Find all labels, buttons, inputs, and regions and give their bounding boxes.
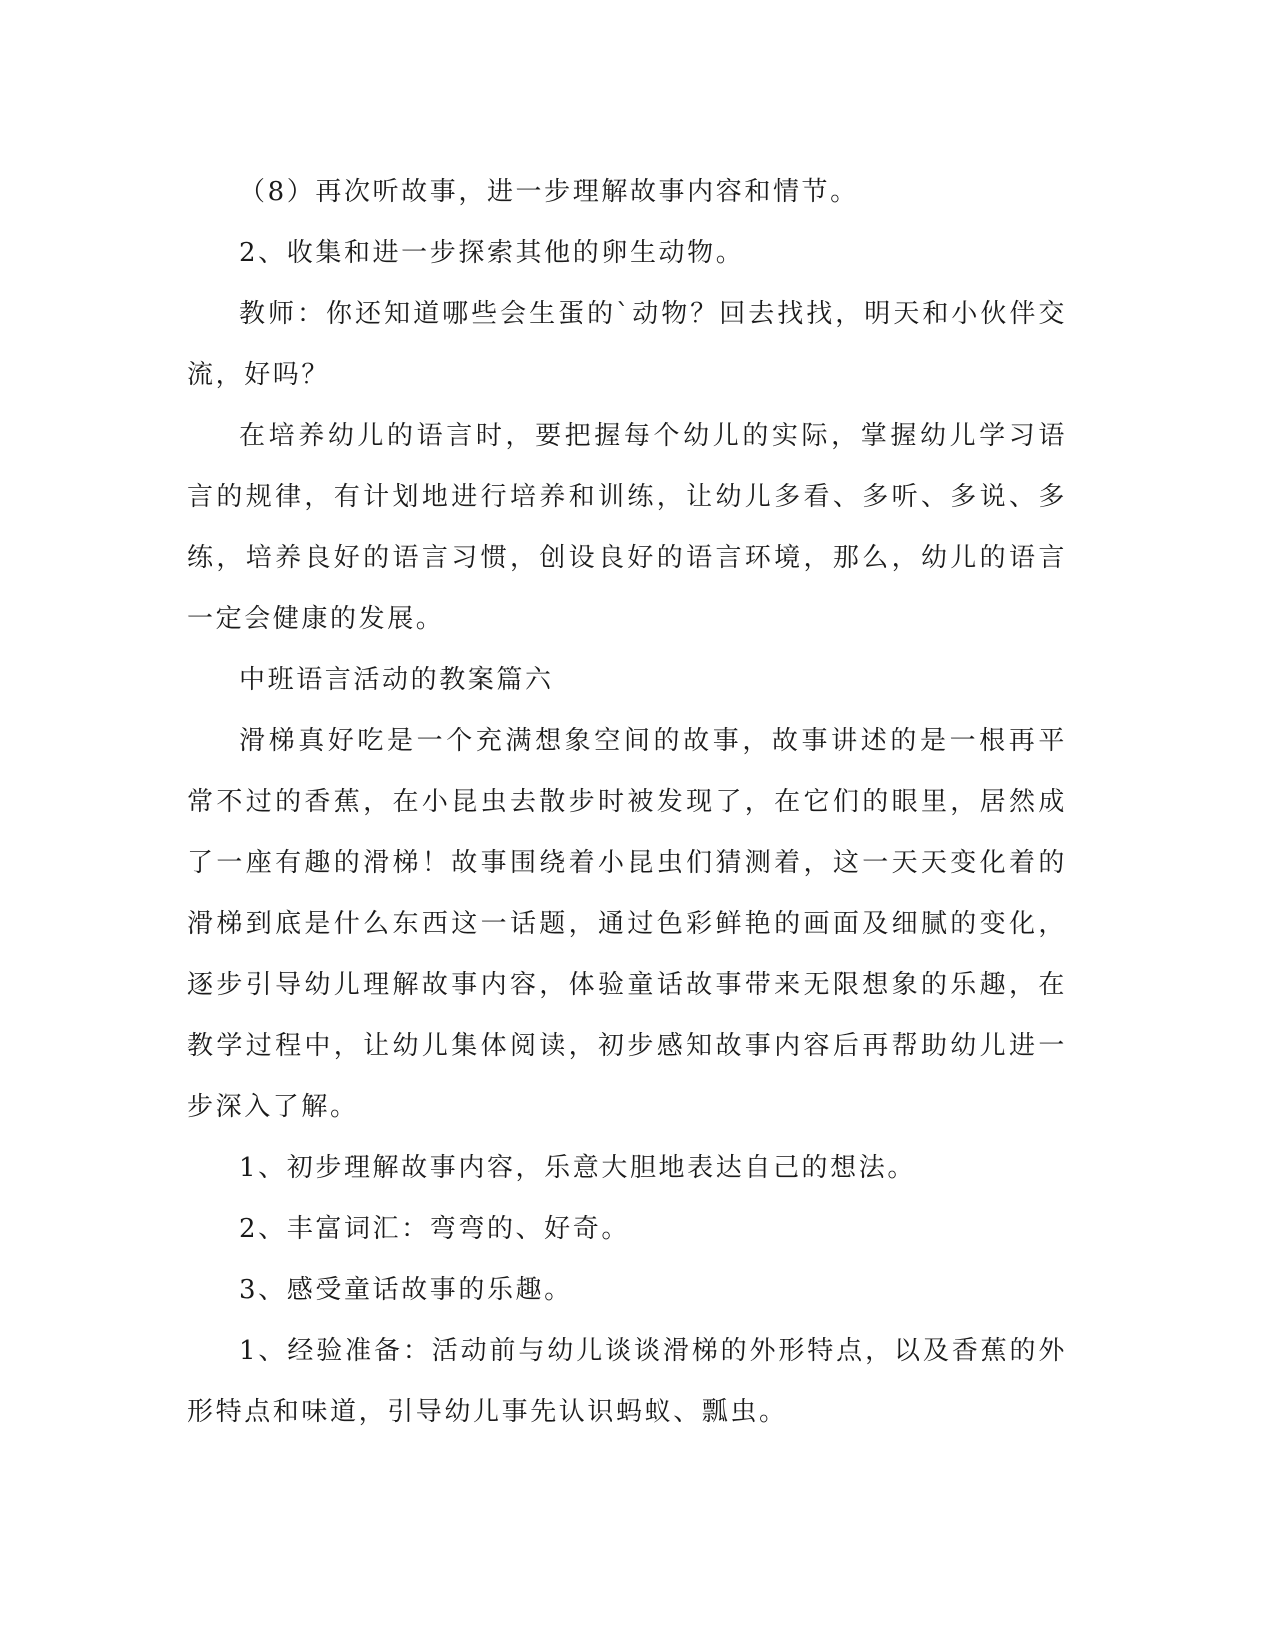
paragraph-teacher-question: 教师：你还知道哪些会生蛋的`动物？回去找找，明天和小伙伴交流，好吗？ (187, 299, 1067, 390)
document-body (187, 162, 1067, 1443)
paragraph-step-8: （8）再次听故事，进一步理解故事内容和情节。 (239, 177, 859, 207)
paragraph-language-cultivation: 在培养幼儿的语言时，要把握每个幼儿的实际，掌握幼儿学习语言的规律，有计划地进行培养和训练，让幼儿多看、多听、多说、多练，培养良好的语言习惯，创设良好的语言环境，那么，幼儿的语言一定会健康的发展。 (187, 421, 1067, 634)
preparation-item-1: 1、经验准备：活动前与幼儿谈谈滑梯的外形特点，以及香蕉的外形特点和味道，引导幼儿事先认识蚂蚁、瓢虫。 (187, 1336, 1067, 1427)
goal-item-2: 2、丰富词汇：弯弯的、好奇。 (239, 1214, 630, 1244)
goal-item-3: 3、感受童话故事的乐趣。 (239, 1275, 573, 1305)
section-heading: 中班语言活动的教案篇六 (239, 665, 554, 695)
goal-item-1: 1、初步理解故事内容，乐意大胆地表达自己的想法。 (239, 1153, 916, 1183)
paragraph-story-intro: 滑梯真好吃是一个充满想象空间的故事，故事讲述的是一根再平常不过的香蕉，在小昆虫去散步时被发现了，在它们的眼里，居然成了一座有趣的滑梯！故事围绕着小昆虫们猜测着，这一天天变化着的滑梯到底是什么东西这一话题，通过色彩鲜艳的画面及细腻的变化，逐步引导幼儿理解故事内容，体验童话故事带来无限想象的乐趣，在教学过程中，让幼儿集体阅读，初步感知故事内容后再帮助幼儿进一步深入了解。 (187, 726, 1067, 1122)
paragraph-collect-oviparous: 2、收集和进一步探索其他的卵生动物。 (239, 238, 745, 268)
